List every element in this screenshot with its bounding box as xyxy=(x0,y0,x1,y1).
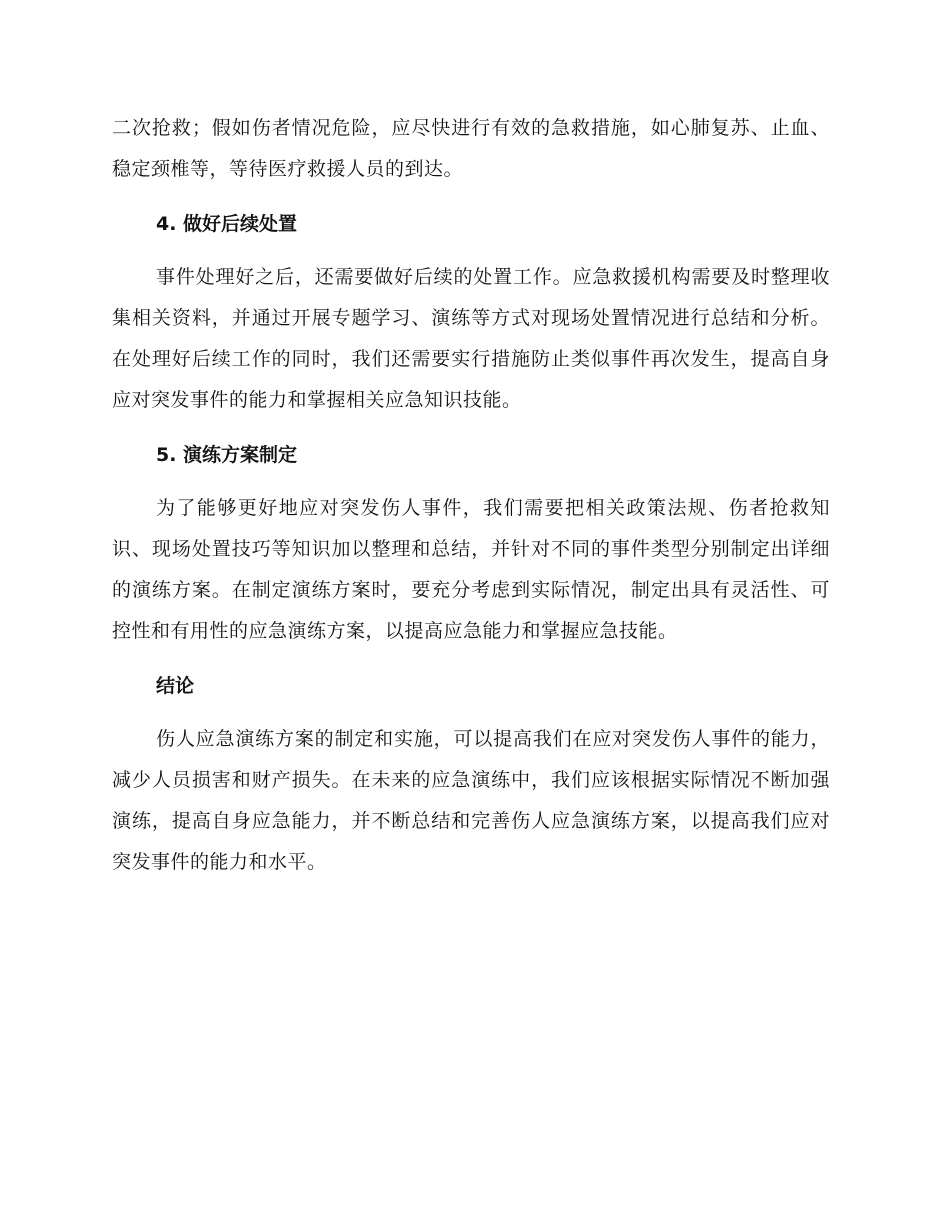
section-heading-drill-plan: 5. 演练方案制定 xyxy=(156,444,298,466)
section-heading-follow-up: 4. 做好后续处置 xyxy=(156,213,298,235)
section-body-drill-plan: 为了能够更好地应对突发伤人事件，我们需要把相关政策法规、伤者抢救知识、现场处置技巧等知识加以整理和总结，并针对不同的事件类型分别制定出详细的演练方案。在制定演练方案时，要充分考虑到实际情况，制定出具有灵活性、可控性和有用性的应急演练方案，以提高应急能力和掌握应急技能。 xyxy=(112,497,830,642)
document-page xyxy=(112,108,830,883)
section-body-conclusion: 伤人应急演练方案的制定和实施，可以提高我们在应对突发伤人事件的能力，减少人员损害和财产损失。在未来的应急演练中，我们应该根据实际情况不断加强演练，提高自身应急能力，并不断总结和完善伤人应急演练方案，以提高我们应对突发事件的能力和水平。 xyxy=(112,728,830,873)
continuation-paragraph: 二次抢救；假如伤者情况危险，应尽快进行有效的急救措施，如心肺复苏、止血、稳定颈椎等，等待医疗救援人员的到达。 xyxy=(112,117,830,180)
section-heading-conclusion: 结论 xyxy=(156,675,195,697)
section-body-follow-up: 事件处理好之后，还需要做好后续的处置工作。应急救援机构需要及时整理收集相关资料，并通过开展专题学习、演练等方式对现场处置情况进行总结和分析。在处理好后续工作的同时，我们还需要实行措施防止类似事件再次发生，提高自身应对突发事件的能力和掌握相关应急知识技能。 xyxy=(112,266,830,411)
